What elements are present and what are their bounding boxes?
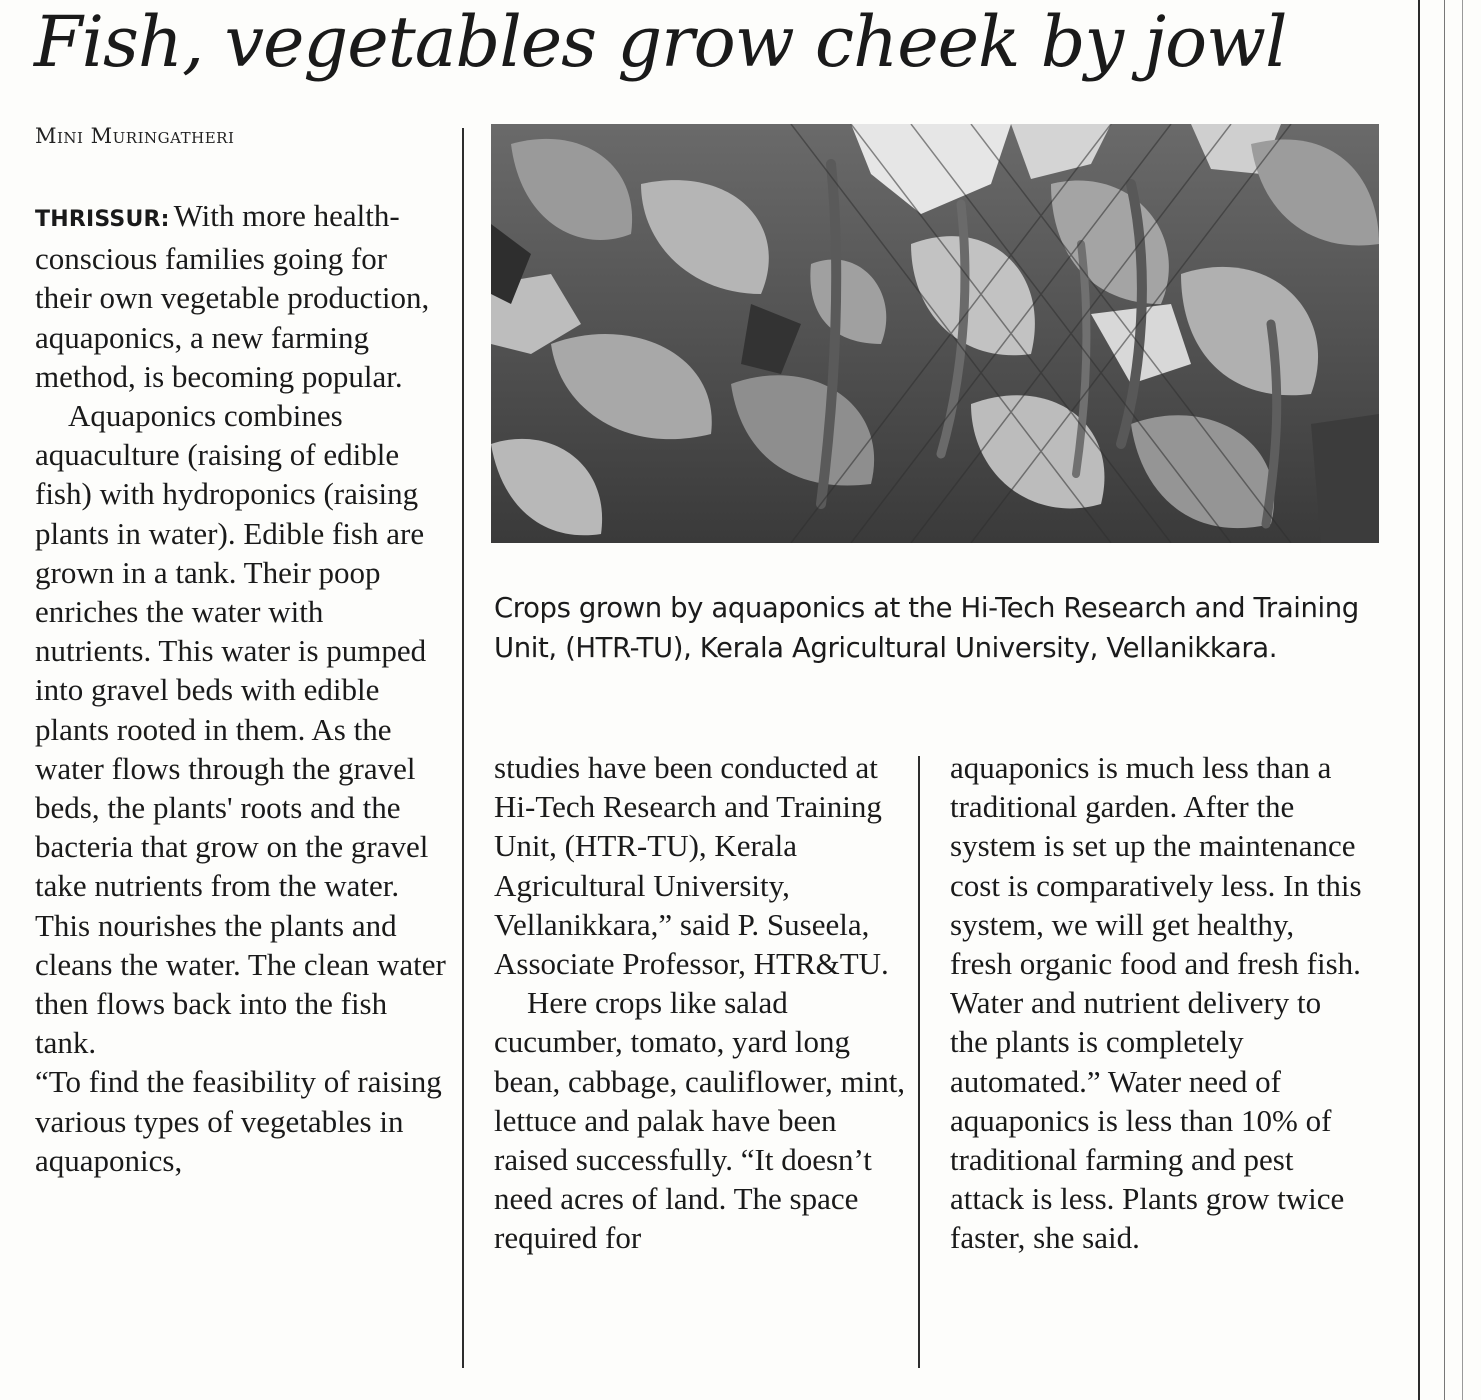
lead-text: With more health-conscious families going for their own vegetable production, aquaponics, a new farming method, is becoming popular. <box>35 198 430 394</box>
leaves-illustration <box>491 124 1379 543</box>
column-divider-1 <box>462 128 464 1368</box>
lead-paragraph <box>35 196 447 396</box>
article-column-1 <box>35 196 447 1180</box>
photo-caption: Crops grown by aquaponics at the Hi-Tech Research and Training Unit, (HTR-TU), Kerala Agricultural University, Vellanikkara. <box>494 592 1359 664</box>
paragraph-benefits: aquaponics is much less than a traditional garden. After the system is set up the maintenance cost is comparatively less. In this system, we will get healthy, fresh organic food and fresh fish. Water and nutrient delivery to the plants is completely automated.” Water need of aquaponics is less than 10% of traditional farming and pest attack is less. Plants grow twice faster, she said. <box>950 750 1362 1256</box>
paragraph-aquaponics-explained: Aquaponics combines aquaculture (raising of edible fish) with hydroponics (raising plants in water). Edible fish are grown in a tank. Their poop enriches the water with nutrients. This water is pumped into gravel beds with edible plants rooted in them. As the water flows through the gravel beds, the plants' roots and the bacteria that grow on the gravel take nutrients from the water. This nourishes the plants and cleans the water. The clean water then flows back into the fish tank. <box>35 398 446 1061</box>
page-edge-rule-2 <box>1444 0 1445 1400</box>
headline: Fish, vegetables grow cheek by jowl <box>34 1 1287 83</box>
column-divider-2 <box>918 756 920 1368</box>
page-edge-rule-3 <box>1462 0 1463 1400</box>
paragraph-quote-end: studies have been conducted at Hi-Tech Research and Training Unit, (HTR-TU), Kerala Agricultural University, Vellanikkara,” said P. Suseela, Associate Professor, HTR&TU. <box>494 750 889 982</box>
page-edge-rule <box>1418 0 1420 1400</box>
paragraph-crops: Here crops like salad cucumber, tomato, yard long bean, cabbage, cauliflower, mint, lettuce and palak have been raised successfully. “It doesn’t need acres of land. The space required for <box>494 985 906 1256</box>
dateline: THRISSUR: <box>35 207 170 232</box>
paragraph-quote-start: “To find the feasibility of raising various types of vegetables in aquaponics, <box>35 1064 442 1178</box>
article-column-2 <box>494 748 906 1258</box>
byline: Mini Muringatheri <box>35 124 235 148</box>
crops-photo <box>491 124 1379 543</box>
article-column-3 <box>950 748 1362 1258</box>
